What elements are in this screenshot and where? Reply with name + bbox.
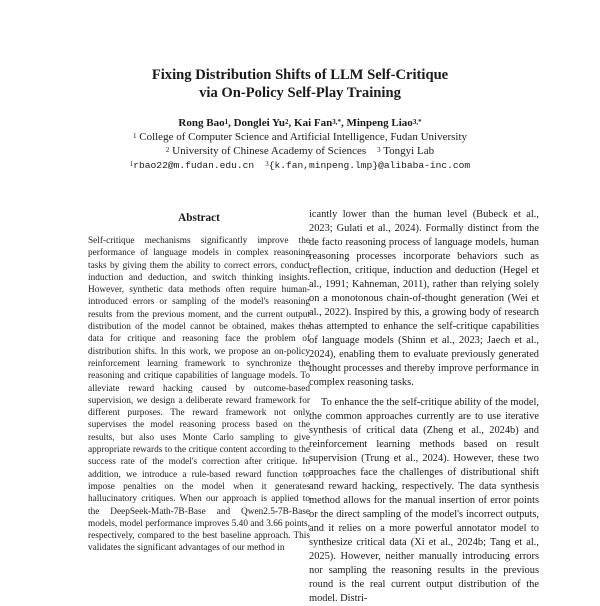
email-sup: 3 — [265, 160, 269, 168]
email-1: rbao22@m.fudan.edu.cn — [133, 160, 255, 171]
email-line — [0, 158, 600, 173]
body-column-right — [309, 208, 539, 606]
affiliation-sup: 3 — [377, 146, 381, 154]
email-2: {k.fan,minpeng.lmp}@alibaba-inc.com — [268, 160, 471, 171]
body-paragraph-2: To enhance the the self-critique ability of the model, the common approaches currently are to use iterative synthesis of critical data (Zheng et al., 2024b) and reinforcement learning methods based on result supervision (Trung et al., 2024). However, these two approaches face the challenges of distributional shift and reward hacking, respectively. The data synthesis method allows for the manual insertion of error points or the direct sampling of the model's incorrect outputs, and it relies on a more powerful annotator model to synthesize critical data (Xi et al., 2024b; Tang et al., 2025). However, neither manually introducing errors nor sampling the reasoning results in the previous round is the real current output distribution of the model. Distri- — [309, 397, 539, 604]
email-sup: 1 — [129, 160, 134, 168]
affiliation-1 — [0, 130, 600, 144]
author-name: Donglei Yu — [233, 117, 286, 129]
affiliation-2-3 — [0, 144, 600, 158]
affiliation-sup: 1 — [132, 132, 137, 140]
author-name: Kai Fan — [294, 117, 333, 129]
author-sup: 3,* — [412, 118, 422, 126]
abstract-heading: Abstract — [178, 212, 220, 224]
affiliation-sup: 2 — [165, 146, 170, 154]
affiliation-text: College of Computer Science and Artificial Intelligence, Fudan University — [139, 131, 468, 143]
affiliation-text: University of Chinese Academy of Sciences — [172, 145, 367, 157]
author-name: Minpeng Liao — [346, 117, 413, 129]
affiliation-text: Tongyi Lab — [383, 145, 435, 157]
abstract-text: Self-critique mechanisms significantly improve the performance of language models in complex reasoning tasks by giving them the ability to correct errors, conduct induction and deduction, and switch thinking insights. However, synthetic data methods often require human-introduced errors or sampling of the model's reasoning results from the previous moment, and the current output distribution of the model cannot be obtained, makes the data for critique and reasoning face the problem of distribution shifts. In this work, we propose an on-policy reinforcement learning framework to synchronize the reasoning and critique capabilities of language models. To alleviate reward hacking caused by outcome-based supervision, we design a deliberate reward framework for different purposes. The reward framework not only supervises the model reasoning process based on the results, but also uses Monte Carlo sampling to give appropriate rewards to the critique content according to the success rate of the model's correction after critique. In addition, we introduce a rule-based reward function to impose penalties on the model when it generates hallucinatory critiques. When our approach is applied to the DeepSeek-Math-7B-Base and Qwen2.5-7B-Base models, model performance improves 5.40 and 3.66 points, respectively, compared to the best baseline approach. This validates the significant advantages of our method in — [88, 236, 310, 554]
author-list: Rong Bao$^1$, Donglei Yu$^2$, Kai Fan$^{3,*}$, Minpeng Liao$^{3,*}$ — [178, 117, 422, 129]
body-paragraph-1: icantly lower than the human level (Bubeck et al., 2023; Gulati et al., 2024). Formally distinct from the de facto reasoning process of language models, human reasoning processes incorporate behaviors such as reflection, critique, induction and deduction (Hegel et al., 1991; Kahneman, 2011), rather than relying solely on a monotonous chain-of-thought generation (Wei et al., 2022). Inspired by this, a growing body of research has attempted to enhance the self-critique capabilities of language models (Shinn et al., 2023; Jaech et al., 2024), enabling them to evaluate previously generated thought processes and thereby improve performance in complex reasoning tasks. — [309, 209, 539, 388]
author-sup: 1 — [224, 118, 229, 126]
paper-title — [0, 66, 600, 102]
author-name: Rong Bao — [178, 117, 225, 129]
title-line-2: via On-Policy Self-Play Training — [199, 85, 401, 101]
author-sup: 3,* — [332, 118, 341, 126]
title-line-1: Fixing Distribution Shifts of LLM Self-Critique — [151, 67, 449, 83]
author-sup: 2 — [285, 118, 289, 126]
